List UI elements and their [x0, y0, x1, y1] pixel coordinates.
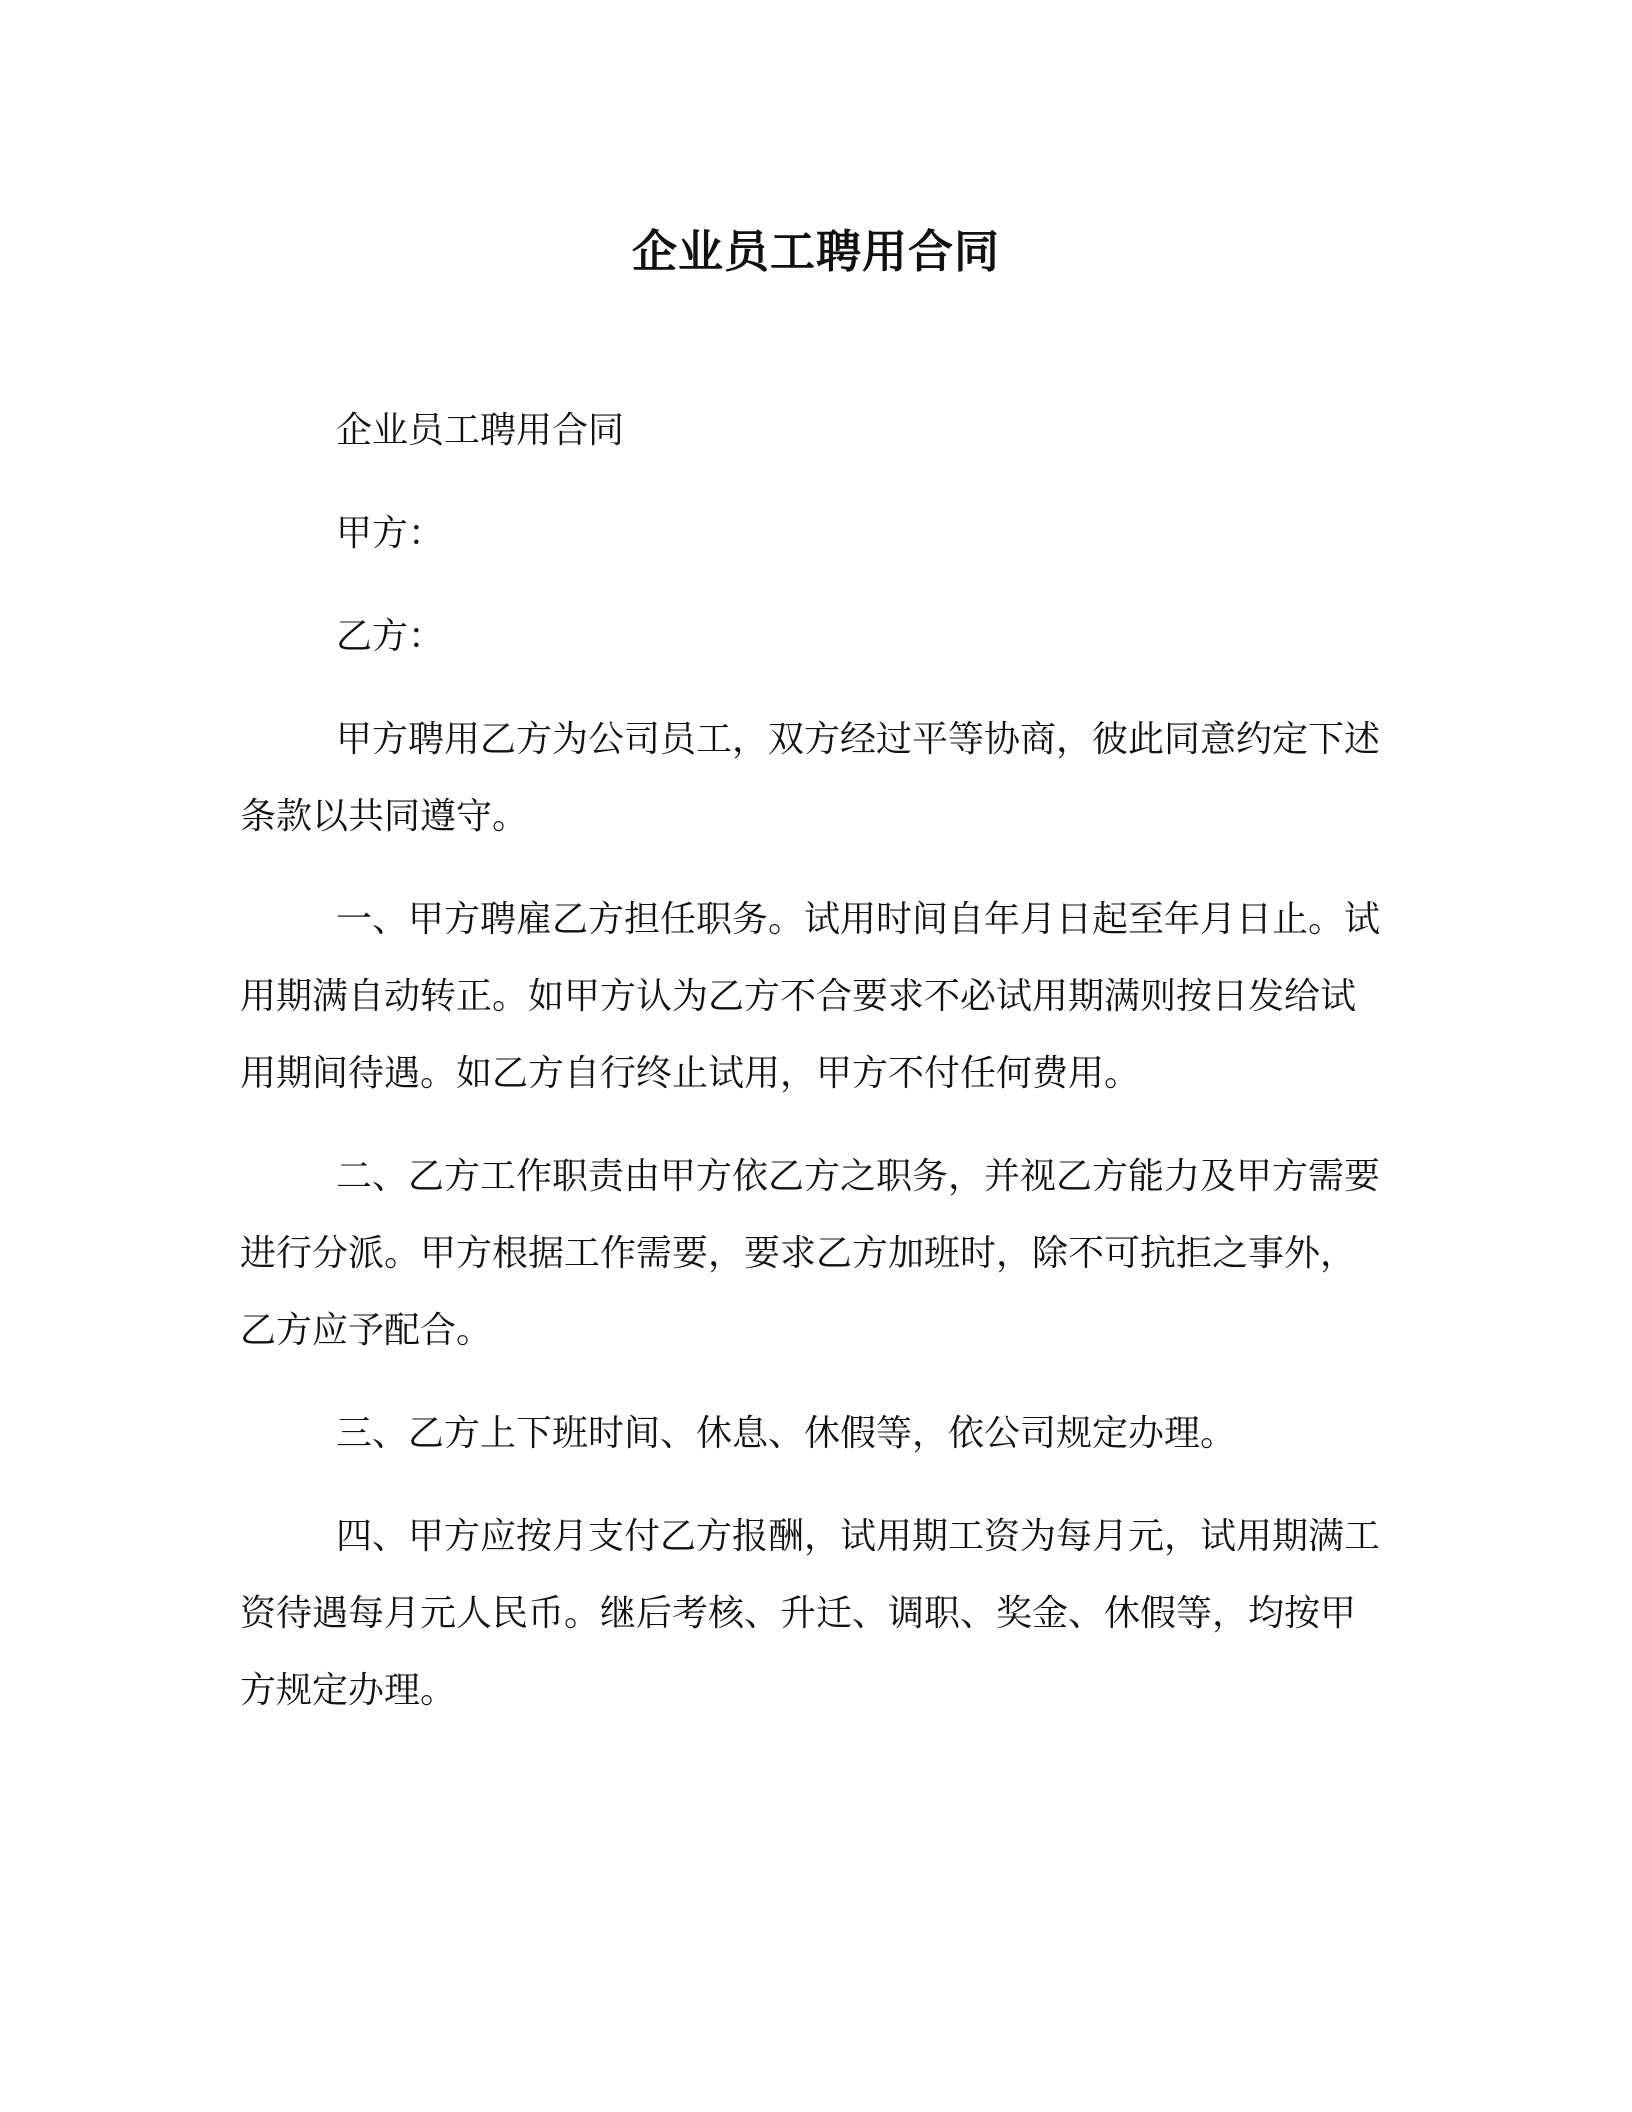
clause-2-paragraph: 二、乙方工作职责由甲方依乙方之职务，并视乙方能力及甲方需要进行分派。甲方根据工作需要，要求乙方加班时，除不可抗拒之事外，乙方应予配合。: [240, 1156, 1381, 1351]
clause-4-paragraph: 四、甲方应按月支付乙方报酬，试用期工资为每月元，试用期满工资待遇每月元人民币。继后考核、升迁、调职、奖金、休假等，均按甲方规定办理。: [240, 1516, 1381, 1711]
document-body: [240, 392, 1386, 1755]
document-title: 企业员工聘用合同: [631, 225, 1000, 278]
party-b-line: 乙方：: [336, 616, 445, 657]
subtitle-paragraph: 企业员工聘用合同: [336, 410, 625, 451]
party-a-line: 甲方：: [336, 513, 445, 554]
clause-3-paragraph: 三、乙方上下班时间、休息、休假等，依公司规定办理。: [336, 1413, 1237, 1454]
intro-paragraph: 甲方聘用乙方为公司员工，双方经过平等协商，彼此同意约定下述条款以共同遵守。: [240, 719, 1381, 837]
clause-1-paragraph: 一、甲方聘雇乙方担任职务。试用时间自年月日起至年月日止。试用期满自动转正。如甲方认为乙方不合要求不必试用期满则按日发给试用期间待遇。如乙方自行终止试用，甲方不付任何费用。: [240, 899, 1381, 1094]
